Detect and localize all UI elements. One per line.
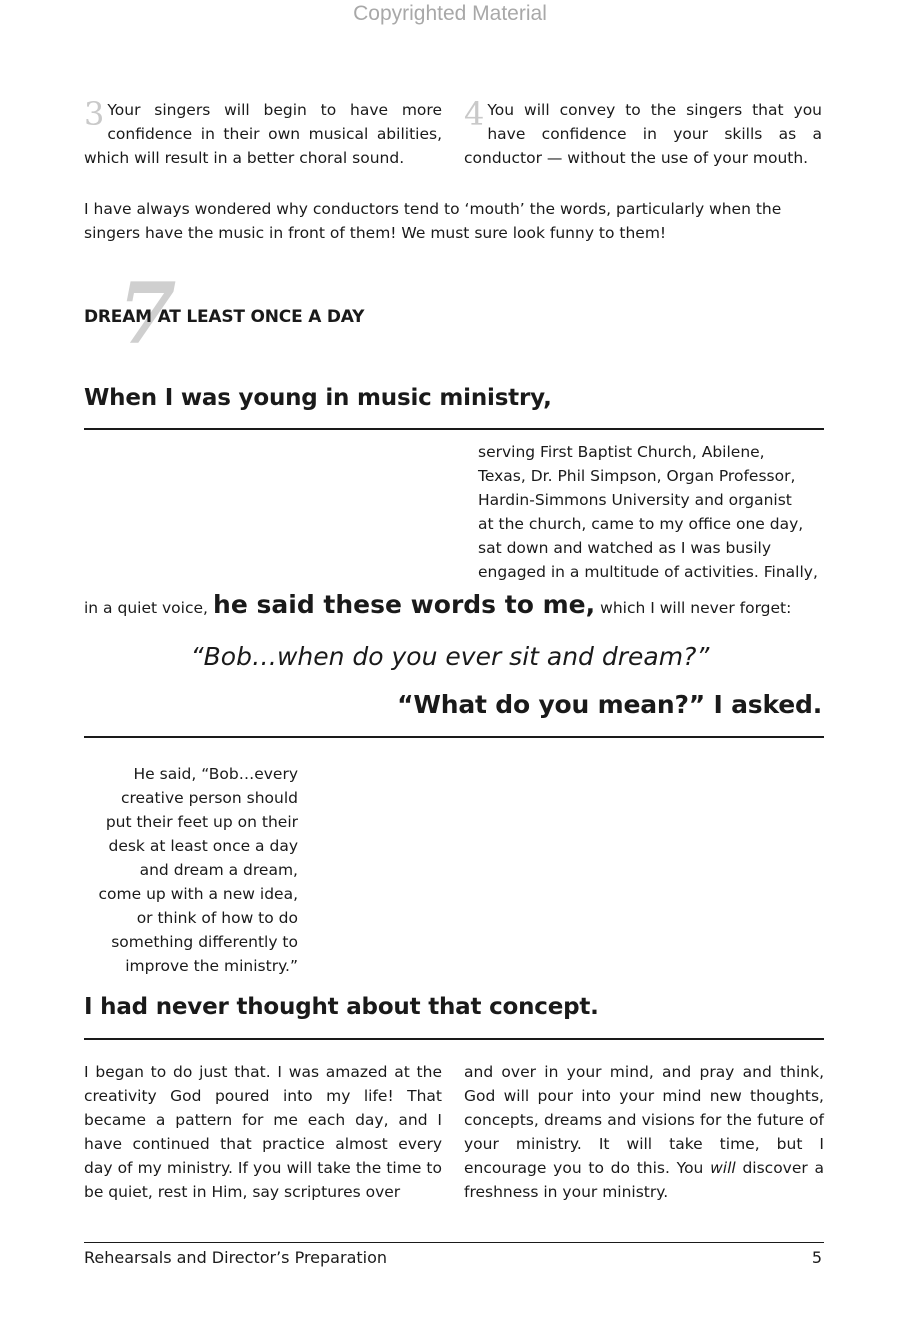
story-line: sat down and watched as I was busily xyxy=(478,539,772,557)
heading-young-ministry: When I was young in music ministry, xyxy=(84,385,552,411)
advice-line: creative person should xyxy=(120,789,298,807)
section-number: 7 xyxy=(118,264,177,363)
advice-line: something differently to xyxy=(111,933,298,951)
closing-column-left: I began to do just that. I was amazed at the creativity God poured into my life! That became a pattern for me each day, and I have continued that practice almost every day of my ministry. If you will take the time to be quiet, rest in Him, say scriptures over xyxy=(84,1063,442,1201)
copyright-watermark: Copyrighted Material xyxy=(353,2,547,25)
advice-paragraph xyxy=(84,762,298,978)
story-line: Hardin-Simmons University and organist xyxy=(478,491,792,509)
said-line xyxy=(84,590,791,619)
divider xyxy=(84,1038,824,1040)
page-number: 5 xyxy=(811,1248,822,1267)
advice-line: or think of how to do xyxy=(136,909,298,927)
closing-text-after: discover a freshness in your ministry. xyxy=(464,1159,824,1201)
heading-concept: I had never thought about that concept. xyxy=(84,994,599,1020)
said-suffix: which I will never forget: xyxy=(600,599,792,617)
point-number: 3 xyxy=(84,95,105,133)
advice-line: improve the ministry.” xyxy=(125,957,298,975)
said-prefix: in a quiet voice, xyxy=(84,599,208,617)
advice-line: He said, “Bob…every xyxy=(133,765,298,783)
closing-column-right xyxy=(464,1060,824,1204)
story-line: Texas, Dr. Phil Simpson, Organ Professor, xyxy=(478,467,796,485)
point-4 xyxy=(464,95,822,170)
advice-line: put their feet up on their xyxy=(105,813,298,831)
divider xyxy=(84,736,824,738)
dream-quote: “Bob…when do you ever sit and dream?” xyxy=(190,642,710,671)
story-line: serving First Baptist Church, Abilene, xyxy=(478,443,765,461)
advice-line: and dream a dream, xyxy=(139,861,298,879)
point-number: 4 xyxy=(464,95,485,133)
story-line: engaged in a multitude of activities. Finally, xyxy=(478,563,818,581)
advice-line: come up with a new idea, xyxy=(98,885,298,903)
footer-divider xyxy=(84,1242,824,1243)
story-line: at the church, came to my office one day, xyxy=(478,515,804,533)
point-3 xyxy=(84,95,442,170)
section-title: DREAM AT LEAST ONCE A DAY xyxy=(84,307,365,327)
asked-line: “What do you mean?” I asked. xyxy=(397,690,822,719)
closing-text-before: and over in your mind, and pray and think, God will pour into your mind new thoughts, concepts, dreams and visions for the future of your ministry. It will take time, but I encourage you to do this. You xyxy=(464,1063,824,1177)
said-emphasis: he said these words to me, xyxy=(213,590,596,619)
advice-line: desk at least once a day xyxy=(108,837,298,855)
story-paragraph xyxy=(478,440,824,584)
point-text: Your singers will begin to have more confidence in their own musical abilities, which will result in a better choral sound. xyxy=(84,101,442,167)
closing-emphasis: will xyxy=(710,1159,736,1177)
footer-title: Rehearsals and Director’s Preparation xyxy=(84,1248,388,1267)
divider xyxy=(84,428,824,430)
intro-paragraph: I have always wondered why conductors tend to ‘mouth’ the words, particularly when the singers have the music in front of them! We must sure look funny to them! xyxy=(84,200,782,242)
point-text: You will convey to the singers that you have confidence in your skills as a conductor — without the use of your mouth. xyxy=(464,101,822,167)
